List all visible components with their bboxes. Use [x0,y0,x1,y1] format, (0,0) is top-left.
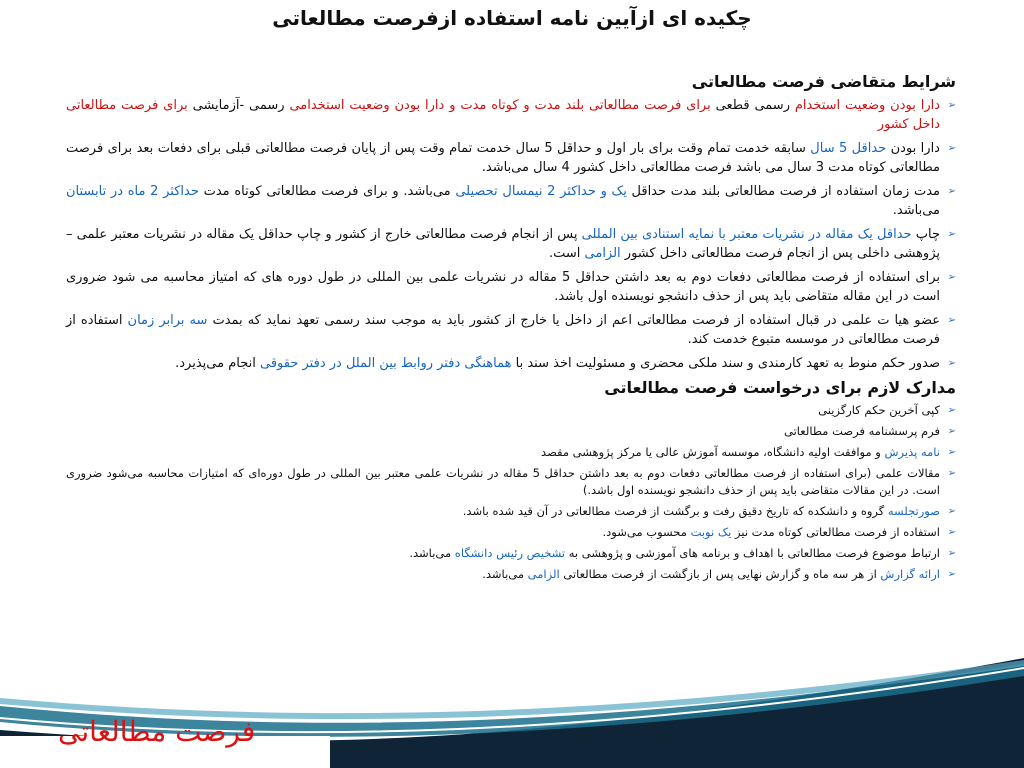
list-item-text: رسمی -آزمایشی [187,98,290,113]
list-item-text: الزامی [584,246,621,261]
requirements-list [66,96,956,373]
list-item-text: حداکثر 2 ماه در تابستان [66,184,199,199]
slide-content [66,70,956,587]
list-item-text: حداقل یک مقاله در نشریات معتبر با نمایه استنادی بین المللی [581,227,912,242]
section-heading-requirements: شرایط متقاضی فرصت مطالعاتی [691,72,956,91]
list-item-text: می‌باشد. و برای فرصت مطالعاتی کوتاه مدت [198,184,456,199]
list-item [66,423,956,440]
list-item [66,524,956,541]
list-item [66,354,956,373]
list-item [66,182,956,220]
footer-title: فرصت مطالعاتی [58,715,256,748]
list-item [66,225,956,263]
list-item-text: انجام می‌پذیرد. [175,356,260,371]
list-item-text: است. [548,246,585,261]
list-item [66,402,956,419]
list-item-text: از هر سه ماه و گزارش نهایی پس از بازگشت از فرصت مطالعاتی [559,567,881,581]
list-item-text: نامه پذیرش [884,445,940,459]
list-item-text: حداقل 5 سال [810,141,887,156]
list-item-text: کپی آخرین حکم کارگزینی [818,403,940,417]
list-item-text: ارائه گزارش [880,567,940,581]
list-item-text: صورتجلسه [887,504,940,518]
slide-title: چکیده ای ازآیین نامه استفاده ازفرصت مطالعاتی [272,6,752,30]
list-item-text: دارا بودن وضعیت استخدام [794,98,941,113]
list-item-text: استفاده از فرصت مطالعاتی در موسسه متبوع خدمت کند. [66,313,940,347]
section-heading-documents: مدارک لازم برای درخواست فرصت مطالعاتی [604,378,956,397]
list-item [66,503,956,520]
list-item-text: چاپ [911,227,940,242]
list-item-text: می‌باشد. [892,203,940,218]
list-item [66,311,956,349]
documents-list [66,402,956,583]
list-item-text: برای فرصت مطالعاتی بلند مدت و کوتاه مدت و دارا بودن وضعیت استخدامی [289,98,711,113]
list-item [66,566,956,583]
list-item-text: می‌باشد. [482,567,528,581]
list-item-text: سابقه خدمت تمام وقت برای بار اول و حداقل 5 سال خدمت تمام وقت پس از پایان فرصت مطالعاتی قبلی برای دفعات بعد برای فرصت مطالعاتی کوتاه مدت 3 سال می باشد فرصت مطالعاتی داخل کشور 4 سال می‌باشد. [66,141,940,175]
list-item-text: استفاده از فرصت مطالعاتی کوتاه مدت نیز [731,525,940,539]
decorative-swoosh [0,658,1024,768]
list-item-text: الزامی [527,567,560,581]
list-item-text: عضو هیا ت علمی در قبال استفاده از فرصت مطالعاتی اعم از داخل یا خارج از کشور باید به موجب سند رسمی تعهد نماید که بمدت [207,313,940,328]
list-item [66,444,956,461]
list-item-text: دارا بودن [886,141,940,156]
list-item [66,268,956,306]
list-item [66,96,956,134]
list-item-text: می‌باشد. [409,546,455,560]
list-item-text: رسمی قطعی [710,98,795,113]
list-item-text: و موافقت اولیه دانشگاه، موسسه آموزش عالی یا مرکز پژوهشی مقصد [541,445,885,459]
list-item [66,139,956,177]
list-item-text: یک نوبت [690,525,732,539]
list-item-text: برای استفاده از فرصت مطالعاتی دفعات دوم به بعد داشتن حداقل 5 مقاله در نشریات علمی بین المللی در طول دوره های که امتیاز محاسبه می شود ضروری است در این مقاله متقاضی باید پس از حذف دانشجو نویسنده اول باشد. [66,270,940,304]
list-item-text: مقالات علمی (برای استفاده از فرصت مطالعاتی دفعات دوم به بعد داشتن حداقل 5 مقاله در نشریات علمی معتبر بین المللی در طول دوره‌ای که امتیازات محاسبه می‌شود ضروری است. در این مقالات متقاضی باید پس از حذف دانشجو نویسنده اول باشد.) [66,466,940,497]
list-item-text: گروه و دانشکده که تاریخ دقیق رفت و برگشت از فرصت مطالعاتی در آن قید شده باشد. [462,504,888,518]
list-item-text: پس از انجام فرصت مطالعاتی خارج از کشور و چاپ حداقل یک مقاله در نشریات معتبر علمی – پژوهشی داخلی پس از انجام فرصت مطالعاتی داخل کشور [66,227,940,261]
list-item-text: ارتباط موضوع فرصت مطالعاتی با اهداف و برنامه های آموزشی و پژوهشی به [565,546,940,560]
list-item-text: مدت زمان استفاده از فرصت مطالعاتی بلند مدت حداقل [626,184,940,199]
list-item-text: هماهنگی دفتر روابط بین الملل در دفتر حقوقی [260,356,512,371]
list-item-text: برای فرصت مطالعاتی داخل کشور [66,98,940,132]
list-item-text: تشخیص رئیس دانشگاه [454,546,566,560]
list-item-text: محسوب می‌شود. [602,525,691,539]
list-item [66,545,956,562]
list-item-text: سه برابر زمان [127,313,208,328]
list-item-text: یک و حداکثر 2 نیمسال تحصیلی [455,184,627,199]
list-item-text: فرم پرسشنامه فرصت مطالعاتی [783,424,940,438]
list-item-text: صدور حکم منوط به تعهد کارمندی و سند ملکی محضری و مسئولیت اخذ سند با [511,356,940,371]
list-item [66,465,956,499]
